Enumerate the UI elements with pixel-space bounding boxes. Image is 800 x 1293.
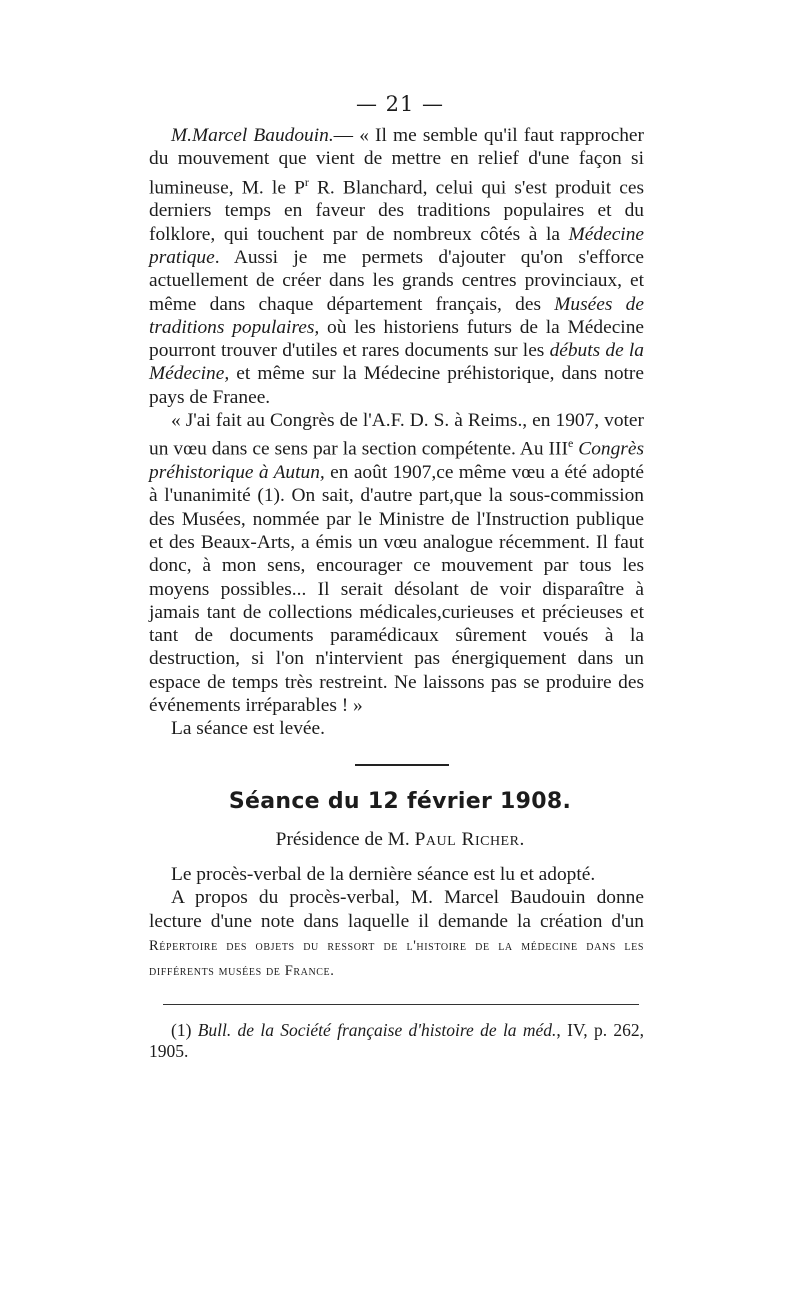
session-heading: Séance du 12 février 1908. <box>228 789 572 814</box>
speech-paragraph-2: « J'ai fait au Congrès de l'A.F. D. S. à Reims., en 1907, voter un vœu dans ce sens par la section compétente. Au IIIe Congrès préhistorique à Autun, en août 1907,ce même vœu a été adopté à l'unanimité (1). On sait, d'autre part,que la sous-commission des Musées, nommée par le Ministre de l'Instruction publique et des Beaux-Arts, a émis un vœu analogue récemment. Il faut donc, à mon sens, encourager ce mouvement par tous les moyens possibles... Il serait désolant de voir disparaître à jamais tant de collections médicales,curieuses et précieuses et tant de documents paramédicaux sûrement voués à la destruction, si l'on n'intervient pas énergiquement dans un espace de temps très restreint. Ne laissons pas se produire des événements irréparables ! » <box>149 410 644 717</box>
proposal-paragraph: A propos du procès-verbal, M. Marcel Baudouin donne lecture d'une note dans laquelle il demande la création d'un Répertoire des objets du ressort de l'histoire de la médecine dans les différents musées de France. <box>149 887 644 980</box>
section-divider <box>355 764 449 766</box>
footnote-separator <box>163 1004 639 1005</box>
closing-line: La séance est levée. <box>171 718 325 740</box>
speech-block <box>149 124 644 741</box>
speech-paragraph-1: M.Marcel Baudouin.— « Il me semble qu'il faut rapprocher du mouvement que vient de mettre en relief d'une façon si lumineuse, M. le $P^r$ R. Blanchard, celui qui s'est produit ces derniers temps en faveur des traditions populaires et du folklore, qui touchent par de nombreux côtés à la Médecine pratique. Aussi je me permets d'ajouter qu'on s'efforce actuellement de créer dans les grands centres provinciaux, et même dans chaque département français, des Musées de traditions populaires, où les historiens futurs de la Médecine pourront trouver d'utiles et rares documents sur les débuts de la Médecine, et même sur la Médecine préhistorique, dans notre pays de Franee. <box>149 125 644 408</box>
page-number: — 21 — <box>355 92 445 116</box>
president-name: Paul Richer <box>414 829 520 850</box>
speaker-name: M.Marcel Baudouin. <box>171 125 334 146</box>
repertoire-title: Répertoire des objets du ressort de l'histoire de la médecine dans les différents musées de France. <box>149 937 644 980</box>
session-body <box>149 863 644 983</box>
footnote: (1) Bull. de la Société française d'histoire de la méd., IV, p. 262, 1905. <box>149 1020 644 1061</box>
presidence-line: Présidence de M. Paul Richer. <box>275 829 525 850</box>
minutes-paragraph: Le procès-verbal de la dernière séance est lu et adopté. <box>171 864 596 885</box>
